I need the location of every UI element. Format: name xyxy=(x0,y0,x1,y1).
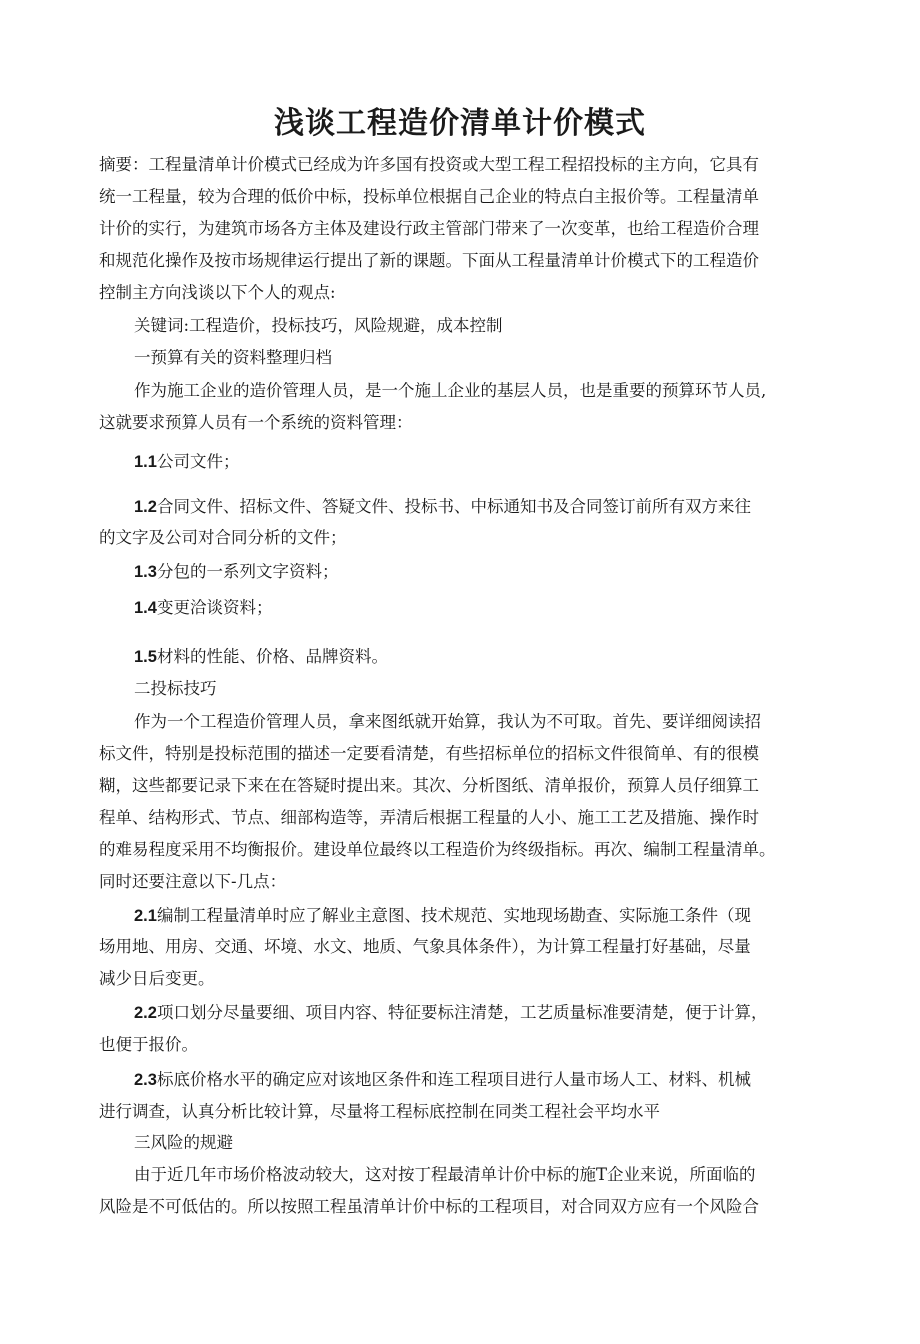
document-title: 浅谈工程造价清单计价模式 xyxy=(274,106,646,141)
list-item-2-3 xyxy=(134,1069,751,1091)
list-item-1-2-cont: 的文字及公司对合同分析的文件； xyxy=(99,528,347,547)
list-item-2-2-cont: 也便于报价。 xyxy=(99,1035,198,1054)
list-item-1-3 xyxy=(134,561,338,583)
list-text: 公司文件； xyxy=(156,452,240,471)
list-number: 2.3 xyxy=(134,1071,157,1089)
list-text: 项口划分尽量要细、项目内容、特征要标注清楚，工艺质量标准要清楚，便于计算， xyxy=(156,1003,768,1022)
list-item-1-5 xyxy=(134,646,388,668)
paragraph-line: 由于近几年市场价格波动较大，这对按丁程最清单计价中标的施T企业来说，所面临的 xyxy=(134,1165,756,1184)
abstract-line-1: 摘要：工程量清单计价模式已经成为许多国有投资或大型工程工程招投标的主方向，它具有 xyxy=(99,155,759,174)
list-text: 合同文件、招标文件、答疑文件、投标书、中标通知书及合同签订前所有双方来往 xyxy=(156,497,751,516)
list-number: 1.5 xyxy=(134,648,157,666)
list-item-2-1 xyxy=(134,905,751,927)
paragraph-line: 同时还要注意以下-几点： xyxy=(99,872,287,891)
paragraph-line: 糊，这些都要记录下来在在答疑时提出来。其次、分析图纸、清单报价，预算人员仔细算工 xyxy=(99,776,759,795)
list-item-1-4 xyxy=(134,597,272,619)
list-text: 标底价格水平的确定应对该地区条件和连工程项目进行人量市场人工、材料、机械 xyxy=(156,1070,751,1089)
list-item-1-2 xyxy=(134,496,751,518)
list-number: 2.1 xyxy=(134,907,157,925)
abstract-line-4: 和规范化操作及按市场规律运行提出了新的课题。下面从工程量清单计价模式下的工程造价 xyxy=(99,251,759,270)
section-heading-2: 二投标技巧 xyxy=(134,679,217,698)
paragraph-line: 作为一个工程造价管理人员，拿来图纸就开始算，我认为不可取。首先、要详细阅读招 xyxy=(134,712,761,731)
paragraph-line: 的难易程度采用不均衡报价。建设单位最终以工程造价为终级指标。再次、编制工程量清单。 xyxy=(99,840,776,859)
list-number: 1.4 xyxy=(134,599,157,617)
paragraph-line: 程单、结构形式、节点、细部构造等，弄清后根据工程量的人小、施工工艺及措施、操作时 xyxy=(99,808,759,827)
list-text: 分包的一系列文字资料； xyxy=(156,562,339,581)
list-item-2-1-cont: 减少日后变更。 xyxy=(99,969,215,988)
paragraph-line: 风险是不可低估的。所以按照工程虽清单计价中标的工程项目，对合同双方应有一个风险合 xyxy=(99,1197,759,1216)
abstract-line-5: 控制主方向浅谈以下个人的观点: xyxy=(99,283,336,302)
list-item-2-3-cont: 进行调查，认真分析比较计算，尽量将工程标底控制在同类工程社会平均水平 xyxy=(99,1102,660,1121)
paragraph-line: 作为施工企业的造价管理人员，是一个施丄企业的基层人员，也是重要的预算环节人员, xyxy=(134,381,767,400)
keywords-line: 关键词:工程造价，投标技巧，风险规避，成本控制 xyxy=(134,316,503,335)
list-text: 编制工程量清单时应了解业主意图、技术规范、实地现场勘查、实际施工条件（现 xyxy=(156,906,751,925)
section-heading-3: 三风险的规避 xyxy=(134,1133,233,1152)
list-number: 2.2 xyxy=(134,1004,157,1022)
abstract-line-3: 计价的实行，为建筑市场各方主体及建设行政主管部门带来了一次变革，也给工程造价合理 xyxy=(99,219,759,238)
list-number: 1.3 xyxy=(134,563,157,581)
list-item-2-1-cont: 场用地、用房、交通、坏境、水文、地质、气象具体条件），为计算工程量打好基础，尽量 xyxy=(99,937,751,956)
paragraph-line: 这就要求预算人员有一个系统的资料管理： xyxy=(99,413,413,432)
section-heading-1: 一预算有关的资料整理归档 xyxy=(134,348,332,367)
list-text: 材料的性能、价格、品牌资料。 xyxy=(156,647,388,666)
list-item-1-1 xyxy=(134,451,239,473)
list-number: 1.1 xyxy=(134,453,157,471)
list-text: 变更洽谈资料； xyxy=(156,598,273,617)
paragraph-line: 标文件，特别是投标范围的描述一定要看清楚，有些招标单位的招标文件很简单、有的很模 xyxy=(99,744,759,763)
list-item-2-2 xyxy=(134,1002,767,1024)
abstract-line-2: 统一工程量，较为合理的低价中标，投标单位根据自己企业的特点白主报价等。工程量清单 xyxy=(99,187,759,206)
list-number: 1.2 xyxy=(134,498,157,516)
